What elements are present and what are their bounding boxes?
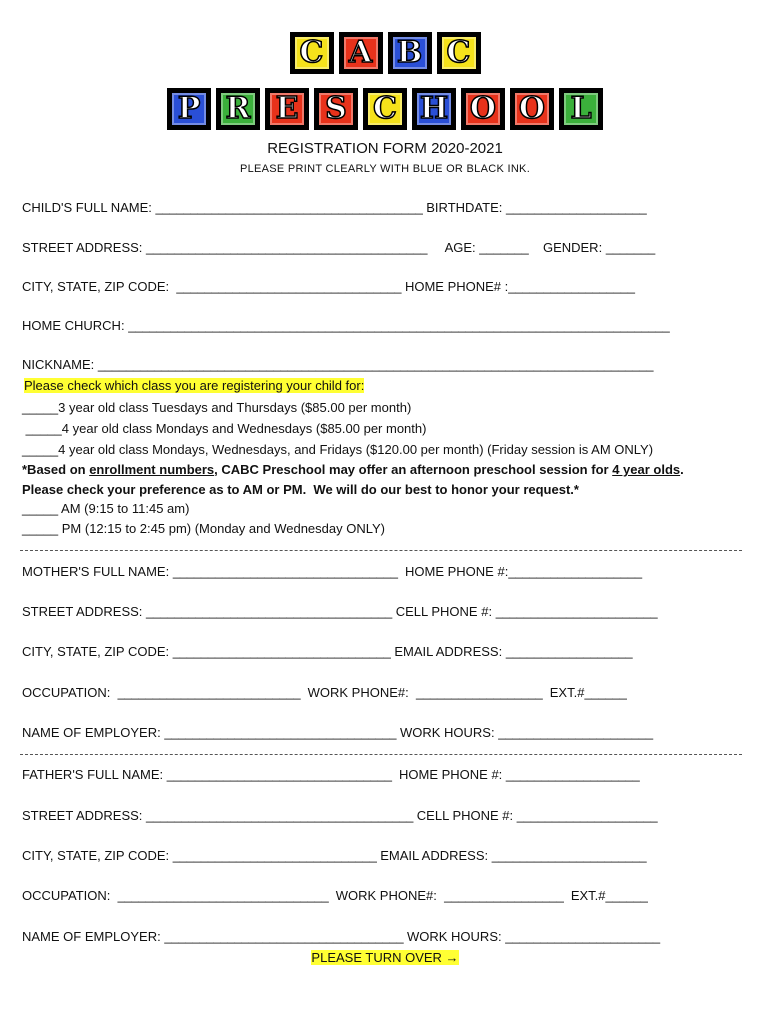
mother-occupation-row [22, 685, 627, 700]
section-divider [20, 754, 742, 755]
father-ext-field[interactable]: ______ [605, 888, 648, 903]
mother-city-row [22, 644, 632, 659]
father-email-field[interactable]: ______________________ [491, 848, 647, 863]
church-label: HOME CHURCH: [22, 318, 125, 333]
father-occupation-row [22, 888, 648, 903]
turn-over-note: PLEASE TURN OVER → [311, 950, 459, 965]
logo-block: C [363, 88, 407, 130]
father-work-hours-field[interactable]: ______________________ [505, 929, 660, 944]
session-note [22, 462, 684, 477]
father-city-row [22, 848, 646, 863]
footer-row [0, 950, 770, 965]
church-row [22, 318, 670, 333]
child-street-label: STREET ADDRESS: [22, 240, 143, 255]
mother-work-hours-label: WORK HOURS: [399, 725, 495, 740]
father-occupation-field[interactable]: ______________________________ [117, 888, 329, 903]
father-employer-row [22, 929, 660, 944]
father-city-label: CITY, STATE, ZIP CODE: [22, 848, 170, 863]
am-option[interactable]: _____ AM (9:15 to 11:45 am) [22, 501, 190, 516]
father-city-field[interactable]: _____________________________ [172, 848, 377, 863]
mother-city-label: CITY, STATE, ZIP CODE: [22, 644, 170, 659]
note-text: , CABC Preschool may offer an afternoon preschool session for [214, 462, 613, 477]
nickname-label: NICKNAME: [22, 357, 95, 372]
mother-email-field[interactable]: __________________ [505, 644, 633, 659]
section-divider [20, 550, 742, 551]
logo-block: E [265, 88, 309, 130]
child-home-phone-field[interactable]: __________________ [508, 279, 635, 294]
child-name-row [22, 200, 647, 215]
logo-block: C [437, 32, 481, 74]
logo-row-preschool [0, 88, 770, 130]
logo-block: L [559, 88, 603, 130]
child-city-field[interactable]: ________________________________ [176, 279, 402, 294]
mother-name-label: MOTHER'S FULL NAME: [22, 564, 170, 579]
mother-work-phone-field[interactable]: __________________ [415, 685, 543, 700]
age-label: AGE: [444, 240, 476, 255]
father-name-field[interactable]: ________________________________ [166, 767, 392, 782]
mother-name-row [22, 564, 642, 579]
child-name-field[interactable]: ______________________________________ [155, 200, 423, 215]
mother-city-field[interactable]: _______________________________ [172, 644, 391, 659]
class-option-4yr-mwf[interactable]: _____4 year old class Mondays, Wednesdays, and Fridays ($120.00 per month) (Friday session is AM ONLY) [22, 442, 654, 457]
logo-row-cabc [0, 32, 770, 74]
mother-ext-field[interactable]: ______ [584, 685, 627, 700]
birthdate-label: BIRTHDATE: [426, 200, 503, 215]
mother-street-row [22, 604, 657, 619]
gender-label: GENDER: [542, 240, 603, 255]
father-work-phone-label: WORK PHONE#: [335, 888, 437, 903]
logo-block: O [461, 88, 505, 130]
logo-block: H [412, 88, 456, 130]
father-cell-label: CELL PHONE #: [416, 808, 514, 823]
class-prompt-row [24, 378, 364, 393]
mother-email-label: EMAIL ADDRESS: [394, 644, 503, 659]
class-option-3yr[interactable]: _____3 year old class Tuesdays and Thursdays ($85.00 per month) [22, 400, 412, 415]
age-field[interactable]: _______ [479, 240, 529, 255]
father-employer-label: NAME OF EMPLOYER: [22, 929, 161, 944]
mother-home-phone-label: HOME PHONE #: [405, 564, 509, 579]
father-employer-field[interactable]: __________________________________ [164, 929, 404, 944]
mother-work-phone-label: WORK PHONE#: [307, 685, 409, 700]
father-occupation-label: OCCUPATION: [22, 888, 111, 903]
father-street-row [22, 808, 657, 823]
logo-block: O [510, 88, 554, 130]
mother-employer-label: NAME OF EMPLOYER: [22, 725, 161, 740]
mother-occupation-label: OCCUPATION: [22, 685, 111, 700]
church-field[interactable]: _____________________________________________________________________________ [128, 318, 670, 333]
mother-ext-label: EXT.# [549, 685, 585, 700]
form-subtitle: PLEASE PRINT CLEARLY WITH BLUE OR BLACK INK. [239, 163, 531, 175]
father-street-field[interactable]: ______________________________________ [146, 808, 414, 823]
gender-field[interactable]: _______ [605, 240, 656, 255]
form-title: REGISTRATION FORM 2020-2021 [267, 140, 503, 157]
nickname-field[interactable]: _______________________________________________________________________________ [97, 357, 654, 372]
birthdate-field[interactable]: ____________________ [505, 200, 647, 215]
child-street-row [22, 240, 655, 255]
father-home-phone-label: HOME PHONE #: [399, 767, 503, 782]
mother-employer-row [22, 725, 653, 740]
father-name-row [22, 767, 640, 782]
mother-cell-label: CELL PHONE #: [395, 604, 493, 619]
mother-work-hours-field[interactable]: ______________________ [498, 725, 653, 740]
note-underline: 4 year olds [612, 462, 681, 477]
class-option-4yr-mw[interactable]: _____4 year old class Mondays and Wednesdays ($85.00 per month) [22, 421, 427, 436]
mother-home-phone-field[interactable]: ___________________ [508, 564, 642, 579]
child-city-row [22, 279, 635, 294]
note-underline: enrollment numbers [89, 462, 215, 477]
child-city-label: CITY, STATE, ZIP CODE: [22, 279, 170, 294]
father-work-hours-label: WORK HOURS: [406, 929, 502, 944]
mother-name-field[interactable]: ________________________________ [172, 564, 398, 579]
father-ext-label: EXT.# [570, 888, 606, 903]
nickname-row [22, 357, 653, 372]
mother-occupation-field[interactable]: __________________________ [117, 685, 301, 700]
father-email-label: EMAIL ADDRESS: [380, 848, 489, 863]
mother-street-label: STREET ADDRESS: [22, 604, 143, 619]
logo-block: B [388, 32, 432, 74]
pm-option[interactable]: _____ PM (12:15 to 2:45 pm) (Monday and Wednesday ONLY) [22, 521, 385, 536]
father-name-label: FATHER'S FULL NAME: [22, 767, 164, 782]
father-cell-field[interactable]: ____________________ [516, 808, 658, 823]
mother-cell-field[interactable]: _______________________ [495, 604, 658, 619]
child-home-phone-label: HOME PHONE# : [404, 279, 509, 294]
father-home-phone-field[interactable]: ___________________ [505, 767, 640, 782]
logo-block: S [314, 88, 358, 130]
logo-block: A [339, 32, 383, 74]
father-work-phone-field[interactable]: _________________ [444, 888, 564, 903]
logo-block: C [290, 32, 334, 74]
session-note-line2: Please check your preference as to AM or PM. We will do our best to honor your request.* [22, 482, 579, 497]
child-street-field[interactable]: ________________________________________ [146, 240, 428, 255]
logo-block: R [216, 88, 260, 130]
note-text: . [680, 462, 684, 477]
mother-employer-field[interactable]: _________________________________ [164, 725, 397, 740]
note-text: *Based on [22, 462, 90, 477]
father-street-label: STREET ADDRESS: [22, 808, 143, 823]
class-prompt: Please check which class you are registering your child for: [24, 378, 365, 393]
child-name-label: CHILD'S FULL NAME: [22, 200, 152, 215]
logo-block: P [167, 88, 211, 130]
mother-street-field[interactable]: ___________________________________ [146, 604, 393, 619]
